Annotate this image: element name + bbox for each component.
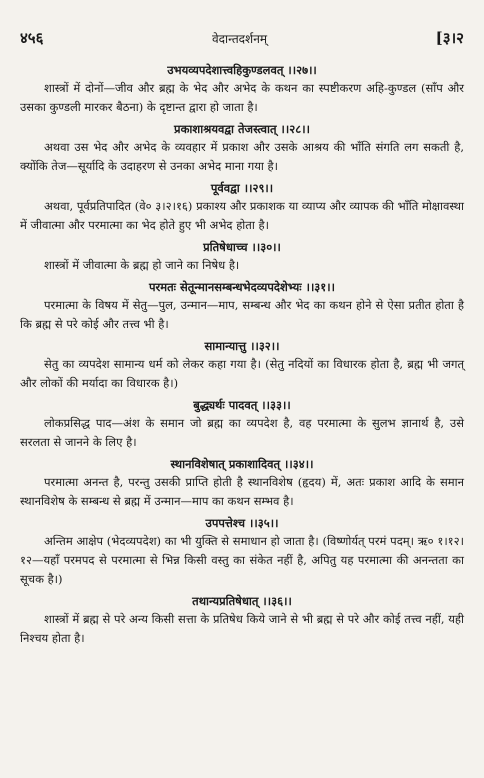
page-header — [20, 28, 464, 52]
sutra-heading: प्रतिषेधाच्च ।।३०।। — [203, 240, 281, 254]
section-number: [३।२ — [435, 29, 464, 47]
commentary-paragraph: अथवा उस भेद और अभेद के व्यवहार में प्रकाश और उसके आश्रय की भाँति संगति लग सकती है, क्योंकि तेज—सूर्यादि के उदाहरण से उनका अभेद माना गया है। — [20, 140, 464, 173]
sutra-heading: तथान्यप्रतिषेधात् ।।३६।। — [192, 594, 292, 608]
page-number: ४५६ — [20, 29, 44, 47]
sutra-heading: पूर्ववद्वा ।।२९।। — [210, 181, 274, 195]
commentary-paragraph: शास्त्रों में जीवात्मा के ब्रह्म हो जाने का निषेध है। — [44, 258, 240, 272]
sutra-heading: स्थानविशेषात् प्रकाशादिवत् ।।३४।। — [170, 457, 314, 471]
sutra-heading: उभयव्यपदेशात्त्वहिकुण्डलवत् ।।२७।। — [167, 63, 317, 77]
commentary-paragraph: सेतु का व्यपदेश सामान्य धर्म को लेकर कहा गया है। (सेतु नदियों का विधारक होता है, ब्रह्म भी जगत् और लोकों की मर्यादा का विधारक है।) — [20, 357, 464, 390]
running-title: वेदान्तदर्शनम् — [211, 32, 268, 46]
sutra-heading: प्रकाशाश्रयवद्वा तेजस्त्वात् ।।२८।। — [174, 122, 310, 136]
commentary-paragraph: परमात्मा के विषय में सेतु—पुल, उन्मान—माप, सम्बन्ध और भेद का कथन होने से ऐसा प्रतीत होता है कि ब्रह्म से परे कोई और तत्त्व भी है। — [20, 298, 464, 331]
commentary-paragraph: परमात्मा अनन्त है, परन्तु उसकी प्राप्ति होती है स्थानविशेष (हृदय) में, अतः प्रकाश आदि के समान स्थानविशेष के सम्बन्ध से ब्रह्म में उन्मान—माप का कथन सम्भव है। — [20, 475, 464, 508]
commentary-paragraph: अथवा, पूर्वप्रतिपादित (वे० ३।२।१६) प्रकाश्य और प्रकाशक या व्याप्य और व्यापक की भाँति मोक्षावस्था में जीवात्मा और परमात्मा का भेद होते हुए भी अभेद होता है। — [20, 199, 464, 232]
commentary-paragraph: अन्तिम आक्षेप (भेदव्यपदेश) का भी युक्ति से समाधान हो जाता है। (विष्णोर्यत् परमं पदम्। ऋ० १।१२।१२—यहाँ परमपद से परमात्मा से भिन्न किसी वस्तु का संकेत नहीं है, अपितु यह परमात्मा की अनन्तता का सूचक है।) — [20, 534, 464, 586]
commentary-paragraph: लोकप्रसिद्ध पाद—अंश के समान जो ब्रह्म का व्यपदेश है, वह परमात्मा के सुलभ ज्ञानार्थ है, उसे सरलता से जानने के लिए है। — [20, 416, 464, 449]
commentary-paragraph: शास्त्रों में ब्रह्म से परे अन्य किसी सत्ता के प्रतिषेध किये जाने से भी ब्रह्म से परे और कोई तत्त्व नहीं, यही निश्चय होता है। — [20, 612, 464, 645]
sutra-heading: उपपत्तेश्च ।।३५।। — [205, 516, 279, 530]
commentary-paragraph: शास्त्रों में दोनों—जीव और ब्रह्म के भेद और अभेद के कथन का स्पष्टीकरण अहि-कुण्डल (साँप और उसका कुण्डली मारकर बैठना) के दृष्टान्त द्वारा हो जाता है। — [20, 81, 464, 114]
sutra-heading: परमतः सेतून्मानसम्बन्धभेदव्यपदेशेभ्यः ।।३१।। — [149, 280, 335, 294]
sutra-heading: सामान्यात्तु ।।३२।। — [204, 339, 280, 353]
page-content — [20, 62, 464, 648]
sutra-heading: बुद्ध्यर्थः पादवत् ।।३३।। — [193, 398, 291, 412]
